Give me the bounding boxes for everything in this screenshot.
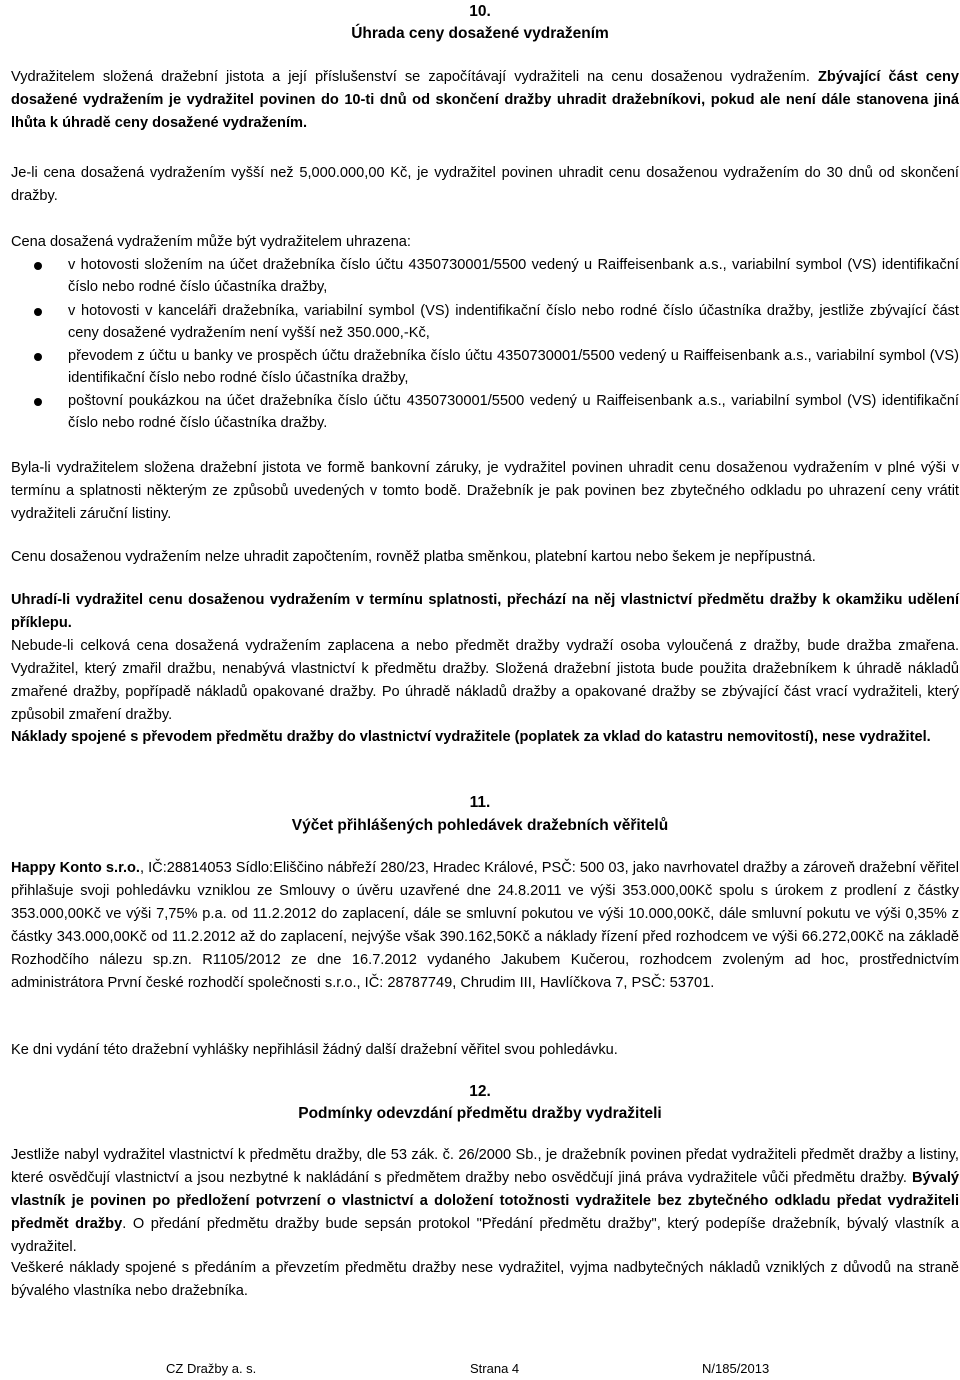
section-11-paragraph-2: Ke dni vydání této dražební vyhlášky nepřihlásil žádný další dražební věřitel svou pohledávku. [11,1042,618,1058]
section-10-paragraph-4 [11,457,959,526]
footer-company: CZ Dražby a. s. [166,1361,257,1376]
payment-method-item: převodem z účtu u banky ve prospěch účtu dražebníka číslo účtu 4350730001/5500 vedený u Raiffeisenbank a.s., variabilní symbol (VS) identifikační číslo nebo rodné číslo účastníka dražby, [68,348,959,386]
section-12-title: Podmínky odevzdání předmětu dražby vydražiteli [298,1105,662,1122]
bullet-dot [34,308,42,316]
section-10-title: Úhrada ceny dosažené vydražením [351,25,609,42]
section-12-paragraph-1 [11,1144,959,1259]
section-12-paragraph-2: Veškeré náklady spojené s předáním a převzetím předmětu dražby nese vydražitel, vyjma nadbytečných nákladů vzniklých z důvodů na straně bývalého vlastníka nebo dražebníka. [11,1260,959,1299]
section-10-paragraph-3: Cena dosažená vydražením může být vydražitelem uhrazena: [11,234,411,250]
section-10-ownership-transfer: Uhradí-li vydražitel cenu dosaženou vydražením v termínu splatnosti, přechází na něj vlastnictví předmětu dražby k okamžiku udělení příklepu. [11,592,959,631]
creditor-claim-text: , IČ:28814053 Sídlo:Eliščino nábřeží 280/23, Hradec Králové, PSČ: 500 03, jako navrhovatel dražby a zároveň dražební věřitel přihlašuje svoji pohledávku vzniklou ze Smlouvy o úvěru uzavřené dne 24.8.2011 ve výši 353.000,00Kč spolu s úrokem z prodlení z částky 353.000,00Kč ve výši 7,75% p.a. od 11.2.2012 do zaplacení, dále se smluvní pokutou ve výši 10.000,00Kč, dále smluvní pokutu ve výši 0,35% z částky 343.000,00Kč od 11.2.2012 až do zaplacení, nejvýše však 390.162,50Kč a náklady řízení před rozhodcem ve výši 66.272,00Kč na základě Rozhodčího nálezu sp.zn. R1105/2012 ze dne 16.7.2012 vydaného Jakubem Kučerou, rozhodcem zvoleným ad hoc, prostřednictvím administrátora První české rozhodčí společnosti s.r.o., IČ: 28787749, Chrudim III, Havlíčkova 7, PSČ: 53701. [11,860,959,991]
bullet-dot [34,353,42,361]
section-11-number: 11. [469,794,491,811]
s12-p1-regular: Jestliže nabyl vydražitel vlastnictví k předmětu dražby, dle 53 zák. č. 26/2000 Sb., je dražebník povinen předat vydražiteli předmět dražby a listiny, které osvědčují vlastnictví a jsou nezbytné k nakládání s předmětem dražby nebo osvědčují jiná práva vydražitele vůči předmětu dražby. [11,1147,959,1186]
section-10-costs-note: Náklady spojené s převodem předmětu dražby do vlastnictví vydražitele (poplatek za vklad do katastru nemovitostí), nese vydražitel. [11,729,931,745]
section-10-paragraph-2: Je-li cena dosažená vydražením vyšší než 5,000.000,00 Kč, je vydražitel povinen uhradit cenu dosaženou vydražením do 30 dnů od skončení dražby. [11,165,959,204]
payment-method-item: v hotovosti složením na účet dražebníka číslo účtu 4350730001/5500 vedený u Raiffeisenbank a.s., variabilní symbol (VS) identifikační číslo nebo rodné číslo účastníka dražby, [68,257,959,295]
s10-p1-regular: Vydražitelem složená dražební jistota a její příslušenství se započítávají vydražiteli na cenu dosaženou vydražením. [11,69,810,85]
section-10-paragraph-1 [11,66,959,135]
section-10-paragraph-5: Cenu dosaženou vydražením nelze uhradit započtením, rovněž platba směnkou, platební kartou nebo šekem je nepřípustná. [11,549,816,565]
creditor-name: Happy Konto s.r.o. [11,860,140,876]
footer-reference: N/185/2013 [702,1361,770,1376]
section-11-paragraph-1 [11,857,959,995]
bullet-dot [34,262,42,270]
section-11-title: Výčet přihlášených pohledávek dražebních věřitelů [291,817,669,834]
payment-method-item: v hotovosti v kanceláři dražebníka, variabilní symbol (VS) indentifikační číslo nebo rodné číslo účastníka dražby, jestliže zbývající část ceny dosažené vydražením není vyšší než 350.000,-Kč, [68,303,959,341]
bullet-dot [34,398,42,406]
s10-p1-bold: Zbývající část ceny dosažené vydražením je vydražitel povinen do 10-ti dnů od skončení dražby uhradit dražebníkovi, pokud ale není dále stanovena jiná lhůta k úhradě ceny dosažené vydražením. [11,69,959,131]
section-10-number: 10. [469,3,491,20]
s10-p4-regular-2: Dražebník je pak povinen bez zbytečného odkladu po uhrazení ceny vrátit vydražiteli záruční listiny. [11,483,959,522]
s12-p1-regular-2: . O předání předmětu dražby bude sepsán protokol "Předání předmětu dražby", který podepíše dražebník, bývalý vlastník a vydražitel. [11,1216,960,1255]
section-12-number: 12. [469,1083,491,1100]
s12-p1-bold: Bývalý vlastník je povinen po předložení potvrzení o vlastnictví a doložení totožnosti vydražitele bez zbytečného odkladu předat vydražiteli předmět dražby [11,1170,959,1232]
payment-method-item: poštovní poukázkou na účet dražebníka číslo účtu 4350730001/5500 vedený u Raiffeisenbank a.s., variabilní symbol (VS) identifikační číslo nebo rodné číslo účastníka dražby. [68,393,959,431]
s10-p4-regular: Byla-li vydražitelem složena dražební jistota ve formě bankovní záruky, je vydražitel povinen uhradit cenu dosaženou vydražením v plné výši v termínu a splatnosti některým ze způsobů uvedených v tomto bodě. [11,460,959,499]
footer-page-number: Strana 4 [470,1361,520,1376]
section-10-paragraph-6: Nebude-li celková cena dosažená vydražením zaplacena a nebo předmět dražby vydraží osoba vyloučená z dražby, bude dražba zmařena. Vydražitel, který zmařil dražbu, nenabývá vlastnictví k předmětu dražby. Složená dražební jistota bude použita dražebníkem k úhradě nákladů zmařené dražby, popřípadě nákladů opakované dražby. Po úhradě nákladů dražby a opakované dražby se zbývající část vrací vydražiteli, který způsobil zmaření dražby. [11,638,959,723]
